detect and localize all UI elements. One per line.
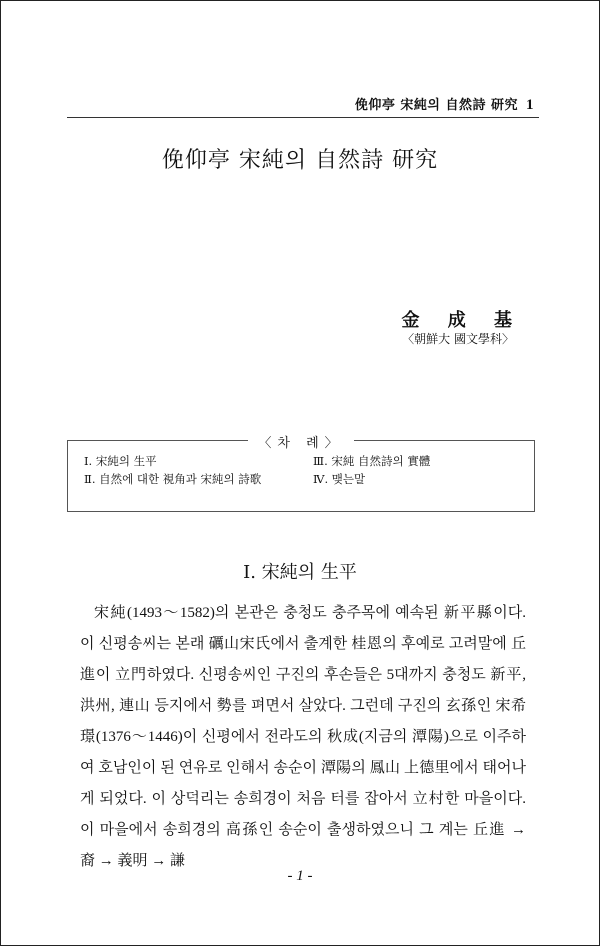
running-head-page: 1 xyxy=(526,97,534,113)
section-heading: Ⅰ. 宋純의 生平 xyxy=(243,562,357,583)
author-affiliation: 〈朝鮮大 國文學科〉 xyxy=(402,332,514,346)
running-head-title: 俛仰亭 宋純의 自然詩 研究 xyxy=(354,98,518,113)
toc-item: Ⅲ. 宋純 自然詩의 實體 xyxy=(313,454,431,468)
toc-item: Ⅱ. 自然에 대한 視角과 宋純의 詩歌 xyxy=(84,472,262,486)
table-of-contents xyxy=(67,436,535,512)
page-number: - 1 - xyxy=(287,868,313,884)
article-title: 俛仰亭 宋純의 自然詩 研究 xyxy=(161,148,439,173)
toc-legend xyxy=(68,432,534,451)
body-paragraph: 宋純(1493～1582)의 본관은 충청도 충주목에 예속된 新平縣이다. 이 신평송씨는 본래 礪山宋氏에서 출계한 桂恩의 후예로 고려말에 丘進이 立門하였다. 신평송씨인 구진의 후손들은 5대까지 충청도 新平, 洪州, 連山 등지에서 勢를 펴면서 살았다. 그런데 구진의 玄孫인 宋希璟(1376～1446)이 신평에서 전라도의 秋成(지금의 潭陽)으로 이주하여 호남인이 된 연유로 인해서 송순이 潭陽의 鳳山 上德里에서 태어나게 되었다. 이 상덕리는 송희경이 처음 터를 잡아서 立村한 마을이다. 이 마을에서 송희경의 高孫인 송순이 출생하였으니 그 계는 丘進 → 裔 → 義明 → 謙 xyxy=(80,605,526,869)
running-head xyxy=(355,94,534,114)
toc-legend-text: 〈차 례〉 xyxy=(248,436,353,451)
author-name: 金 成 基 xyxy=(401,310,512,331)
header-rule xyxy=(67,117,539,118)
toc-item: Ⅳ. 맺는말 xyxy=(313,472,366,486)
toc-item: Ⅰ. 宋純의 生平 xyxy=(84,454,157,468)
